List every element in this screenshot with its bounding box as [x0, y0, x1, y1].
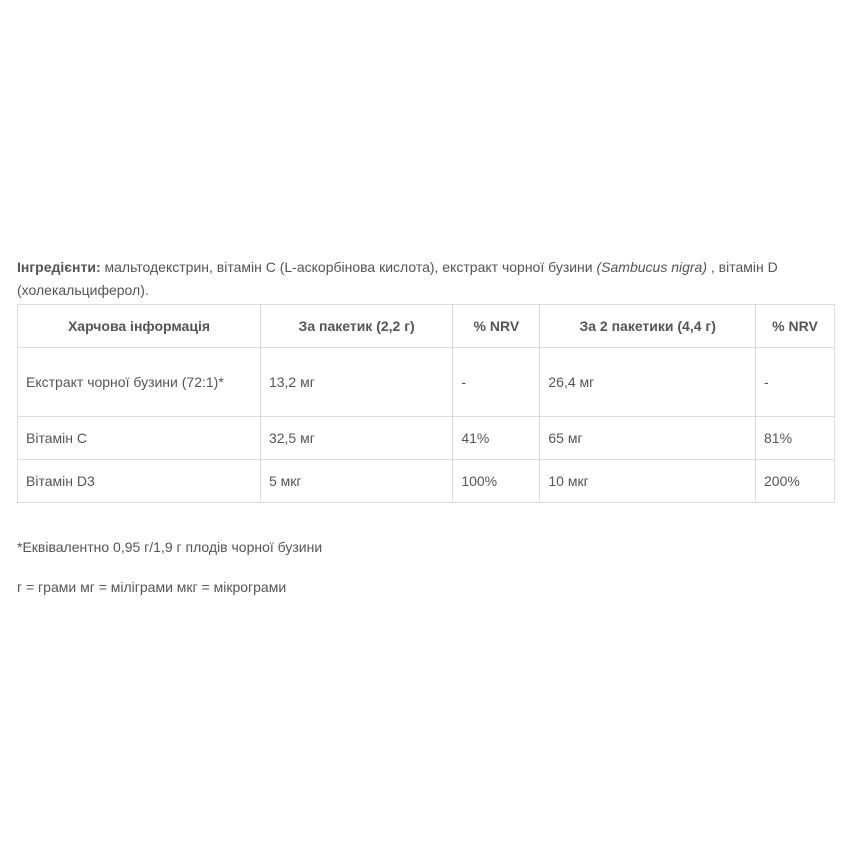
- cell-nrv-1: 100%: [453, 460, 540, 503]
- cell-per-sachet: 32,5 мг: [260, 417, 452, 460]
- cell-nrv-1: -: [453, 348, 540, 417]
- header-per-sachet: За пакетик (2,2 г): [260, 305, 452, 348]
- cell-per-two-sachets: 10 мкг: [540, 460, 756, 503]
- header-nrv-1: % NRV: [453, 305, 540, 348]
- cell-nrv-2: -: [756, 348, 835, 417]
- table-row: [18, 417, 835, 460]
- cell-name: Вітамін С: [18, 417, 261, 460]
- ingredients-text-part2: , вітамін D (холекальциферол).: [17, 259, 778, 298]
- header-name: Харчова інформація: [18, 305, 261, 348]
- nutrition-table: [17, 304, 835, 503]
- product-info: [17, 256, 837, 597]
- cell-name: Вітамін D3: [18, 460, 261, 503]
- ingredients-text-part1: мальтодекстрин, вітамін С (L-аскорбінова кислота), екстракт чорної бузини: [100, 259, 597, 275]
- ingredients-paragraph: [17, 256, 837, 302]
- ingredients-label: Інгредієнти:: [17, 259, 101, 275]
- footnote: *Еквівалентно 0,95 г/1,9 г плодів чорної бузини: [17, 539, 323, 555]
- ingredients-latin-name: (Sambucus nigra): [596, 259, 708, 275]
- cell-per-two-sachets: 65 мг: [540, 417, 756, 460]
- cell-per-sachet: 5 мкг: [260, 460, 452, 503]
- cell-nrv-2: 200%: [756, 460, 835, 503]
- cell-per-two-sachets: 26,4 мг: [540, 348, 756, 417]
- header-per-two-sachets: За 2 пакетики (4,4 г): [540, 305, 756, 348]
- cell-nrv-1: 41%: [453, 417, 540, 460]
- cell-nrv-2: 81%: [756, 417, 835, 460]
- cell-per-sachet: 13,2 мг: [260, 348, 452, 417]
- table-row: [18, 348, 835, 417]
- header-nrv-2: % NRV: [756, 305, 835, 348]
- cell-name: Екстракт чорної бузини (72:1)*: [18, 348, 261, 417]
- table-header-row: [18, 305, 835, 348]
- units-legend: г = грами мг = міліграми мкг = мікрограми: [17, 579, 287, 595]
- table-row: [18, 460, 835, 503]
